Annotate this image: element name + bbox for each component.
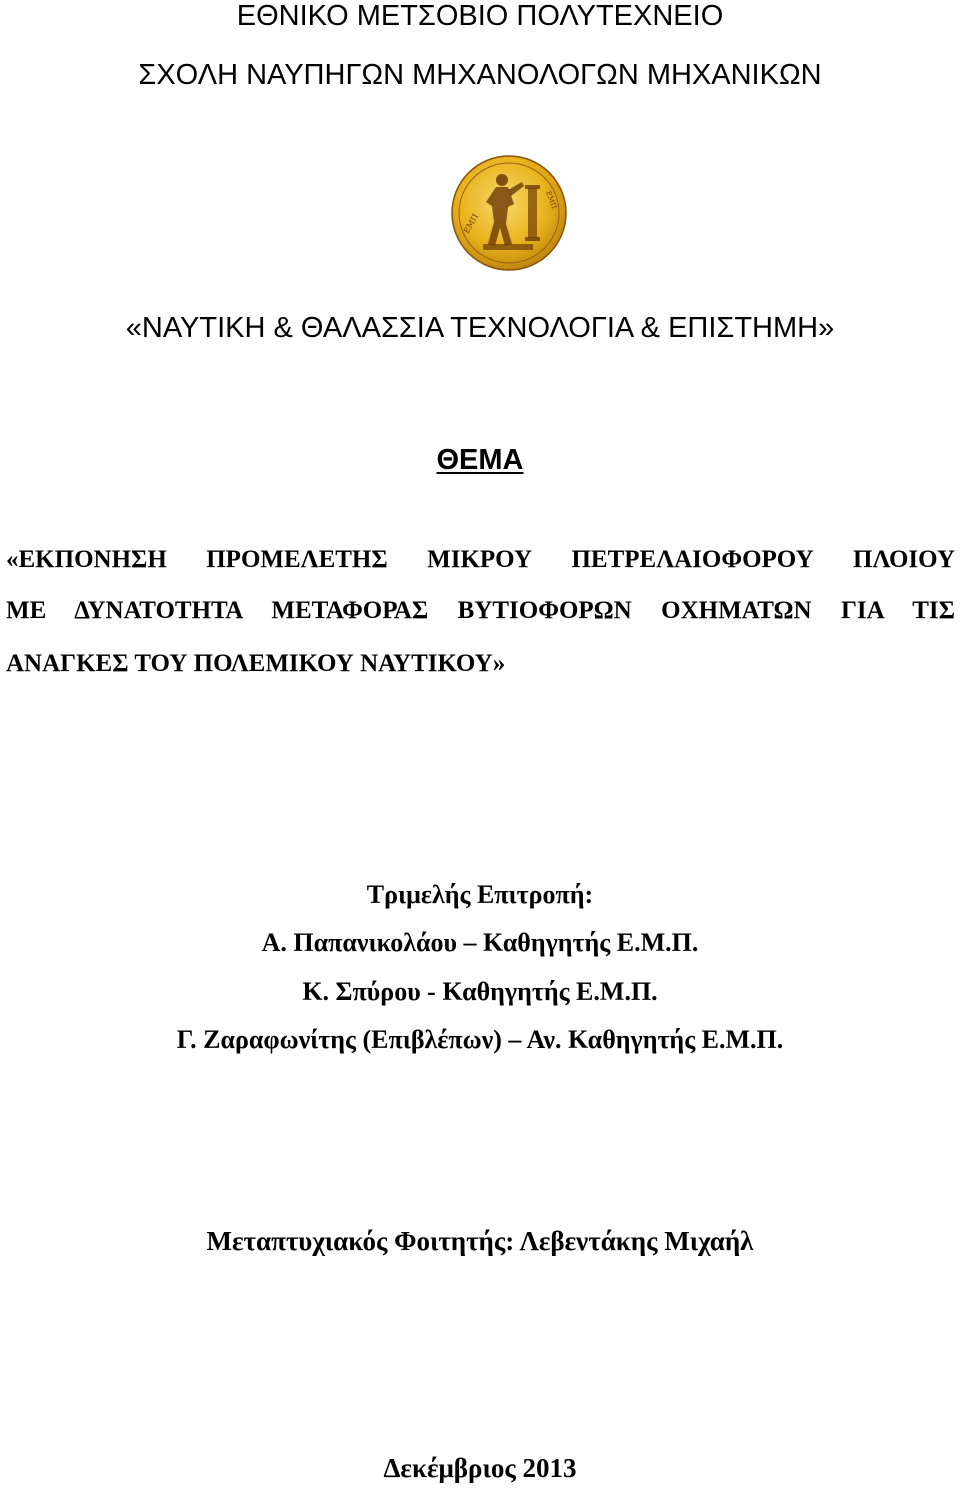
- svg-text:ΕΜΠ: ΕΜΠ: [461, 212, 481, 235]
- committee-member-3: Γ. Ζαραφωνίτης (Επιβλέπων) – Αν. Καθηγητής Ε.Μ.Π.: [176, 1025, 784, 1054]
- svg-text:ΕΜΠ: ΕΜΠ: [544, 189, 558, 210]
- student-name: Μεταπτυχιακός Φοιτητής: Λεβεντάκης Μιχαήλ: [206, 1226, 754, 1256]
- committee-member-1: Α. Παπανικολάου – Καθηγητής Ε.Μ.Π.: [261, 928, 699, 957]
- submission-date: Δεκέμβριος 2013: [383, 1453, 577, 1483]
- program-name: «ΝΑΥΤΙΚΗ & ΘΑΛΑΣΣΙΑ ΤΕΧΝΟΛΟΓΙΑ & ΕΠΙΣΤΗΜΗ»: [125, 312, 835, 344]
- school-name: ΣΧΟΛΗ ΝΑΥΠΗΓΩΝ ΜΗΧΑΝΟΛΟΓΩΝ ΜΗΧΑΝΙΚΩΝ: [138, 59, 822, 91]
- university-name: ΕΘΝΙΚΟ ΜΕΤΣΟΒΙΟ ΠΟΛΥΤΕΧΝΕΙΟ: [236, 0, 724, 32]
- ntua-seal-logo: [450, 152, 568, 274]
- thesis-title-line-1: «ΕΚΠΟΝΗΣΗ ΠΡΟΜΕΛΕΤΗΣ ΜΙΚΡΟΥ ΠΕΤΡΕΛΑΙΟΦΟΡΟΥ ΠΛΟΙΟΥ: [6, 546, 955, 573]
- thesis-label: ΘΕΜΑ: [436, 444, 524, 476]
- thesis-title-line-2: ΜΕ ΔΥΝΑΤΟΤΗΤΑ ΜΕΤΑΦΟΡΑΣ ΒΥΤΙΟΦΟΡΩΝ ΟΧΗΜΑΤΩΝ ΓΙΑ ΤΙΣ: [6, 597, 955, 624]
- thesis-title-line-3: ΑΝΑΓΚΕΣ ΤΟΥ ΠΟΛΕΜΙΚΟΥ ΝΑΥΤΙΚΟΥ»: [6, 650, 506, 677]
- committee-member-2: Κ. Σπύρου - Καθηγητής Ε.Μ.Π.: [302, 977, 658, 1006]
- committee-label: Τριμελής Επιτροπή:: [366, 880, 594, 909]
